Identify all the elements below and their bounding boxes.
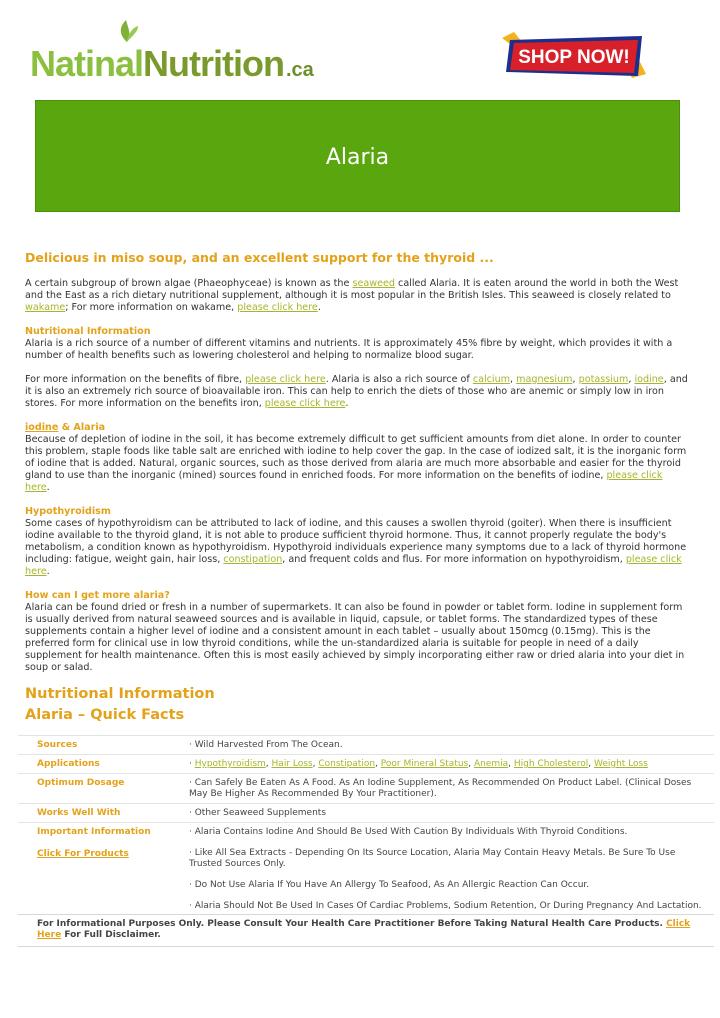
sources-value: · Wild Harvested From The Ocean. — [189, 740, 343, 750]
get-more-subheading: How can I get more alaria? — [25, 590, 170, 601]
table-row — [18, 822, 714, 914]
click-for-products-link[interactable]: Click For Products — [37, 849, 129, 859]
seaweed-link[interactable]: seaweed — [352, 278, 395, 289]
table-row — [18, 754, 714, 773]
shop-now-label: SHOP NOW! — [518, 47, 630, 68]
get-more-paragraph: How can I get more alaria? Alaria can be found dried or fresh in a number of supermarkets. It can also be found in powder or tablet form. Iodine in supplement form is usually derived from natural seaweed sources and is available in liquid, capsule, or tablet forms. The standardized types of these supplements contain a higher level of iodine and a consistent amount in each tablet – usually about 150mcg (0.15mg). This is the preferred form for clinical use in low thyroid conditions, while the un-standardized alaria is suitable for people in need of a daily supplement for health maintenance. Often this is most easily achieved by simply incorporating either raw or dried alaria into your diet in soup or salad. — [25, 590, 689, 674]
potassium-link[interactable]: potassium — [578, 374, 629, 385]
applications-value: · Hypothyroidism, Hair Loss, Constipation, Poor Mineral Status, Anemia, High Cholesterol, Weight Loss — [189, 759, 648, 769]
logo-wordmark: NatinalNutrition — [30, 43, 284, 84]
quick-facts-table — [18, 735, 714, 947]
leaf-icon — [114, 18, 140, 44]
nutritional-information-heading: Nutritional Information — [25, 686, 215, 702]
nutritional-paragraph: Nutritional Information Alaria is a rich source of a number of different vitamins and nutrients. It is approximately 45% fibre by weight, which provides it with a number of health benefits such as lowering cholesterol and helping to normalize blood sugar. — [25, 326, 689, 362]
important-note: · Like All Sea Extracts - Depending On Its Source Location, Alaria May Contain Heavy Metals. Be Sure To Use Trusted Sources Only. — [189, 848, 676, 869]
important-note: · Do Not Use Alaria If You Have An Allergy To Seafood, As An Allergic Reaction Can Occur. — [189, 880, 590, 890]
application-link[interactable]: Constipation — [318, 759, 376, 769]
shop-now-banner[interactable] — [500, 32, 648, 80]
nutritional-subheading: Nutritional Information — [25, 326, 151, 337]
iodine-link[interactable]: iodine — [634, 374, 664, 385]
hypothyroidism-link[interactable]: please click here — [25, 554, 682, 577]
hypothyroidism-paragraph: Hypothyroidism Some cases of hypothyroidism can be attributed to lack of iodine, and this causes a swollen thyroid (goiter). When there is insufficient iodine available to the thyroid gland, it is not able to produce sufficient thyroid hormone. Thus, it cannot properly regulate the body's metabolism, a condition known as hypothyroidism. Hypothyroid individuals experience many symptoms due to a lack of thyroid hormone including: fatigue, weight gain, hair loss, constipation, and frequent colds and flus. For more information on hypothyroidism, please click here. — [25, 506, 689, 578]
iodine-benefits-link[interactable]: please click here — [25, 470, 663, 493]
application-link[interactable]: Hair Loss — [271, 759, 313, 769]
logo-suffix: .ca — [286, 59, 314, 81]
fibre-link[interactable]: please click here — [245, 374, 326, 385]
important-info-label: Important Information Click For Products — [37, 827, 151, 859]
magnesium-link[interactable]: magnesium — [516, 374, 573, 385]
fibre-paragraph: For more information on the benefits of fibre, please click here. Alaria is also a rich source of calcium, magnesium, potassium, iodine, and it is also an extremely rich source of bioavailable iron. This can help to enrich the diets of those who are anemic or simply low in iron stores. For more information on the benefits iron, please click here. — [25, 374, 688, 409]
iodine-paragraph: iodine & Alaria Because of depletion of iodine in the soil, it has become extremely difficult to get sufficient amounts from diet alone. In order to counter this problem, staple foods like table salt are enriched with iodine to help cover the gap. In the case of iodized salt, it is the inorganic form of iodine that is added. Natural, organic sources, such as those derived from alaria are much more absorbable and easier for the thyroid gland to use than the inorganic (mined) sources found in enriched foods. For more information on the benefits of iodine, please click here. — [25, 422, 689, 494]
application-link[interactable]: Hypothyroidism — [194, 759, 266, 769]
applications-label: Applications — [37, 759, 100, 769]
table-row — [18, 773, 714, 803]
application-link[interactable]: Anemia — [473, 759, 509, 769]
sources-label: Sources — [37, 740, 78, 750]
disclaimer: For Informational Purposes Only. Please Consult Your Health Care Practitioner Before Taking Natural Health Care Products. Click Here For Full Disclaimer. — [18, 914, 714, 947]
important-info-value: · Alaria Contains Iodine And Should Be Used With Caution By Individuals With Thyroid Conditions. · Like All Sea Extracts - Depending On Its Source Location, Alaria May Contain Heavy Metals. Be Sure To Use Trusted Sources Only. · Do Not Use Alaria If You Have An Allergy To Seafood, As An Allergic Reaction Can Occur. · Alaria Should Not Be Used In Cases Of Cardiac Problems, Sodium Retention, Or During Pregnancy And Lactation. — [189, 827, 714, 914]
hero-banner — [35, 100, 680, 212]
important-note: · Alaria Should Not Be Used In Cases Of Cardiac Problems, Sodium Retention, Or During Pregnancy And Lactation. — [189, 901, 702, 911]
constipation-link[interactable]: constipation — [223, 554, 283, 565]
disclaimer-link[interactable]: Click Here — [37, 919, 691, 940]
dosage-label: Optimum Dosage — [37, 778, 125, 788]
intro-paragraph: A certain subgroup of brown algae (Phaeophyceae) is known as the seaweed called Alaria. It is eaten around the world in both the West and the East as a rich dietary nutritional supplement, although it is most popular in the British Isles. This seaweed is closely related to wakame; For more information on wakame, please click here. — [25, 278, 679, 313]
table-row — [18, 803, 714, 822]
iodine-heading-link[interactable]: iodine — [25, 422, 59, 433]
works-well-value: · Other Seaweed Supplements — [189, 808, 327, 818]
article-body — [25, 252, 689, 721]
quick-facts-heading: Alaria – Quick Facts — [25, 707, 185, 723]
wakame-link[interactable]: wakame — [25, 302, 66, 313]
calcium-link[interactable]: calcium — [472, 374, 511, 385]
table-row — [18, 735, 714, 754]
dosage-value: · Can Safely Be Eaten As A Food. As An Iodine Supplement, As Recommended On Product Label. (Clinical Doses May Be Higher As Recommended By Your Practitioner). — [189, 778, 692, 799]
iron-link[interactable]: please click here — [264, 398, 346, 409]
wakame-more-link[interactable]: please click here — [237, 302, 318, 313]
works-well-label: Works Well With — [37, 808, 121, 818]
application-link[interactable]: Poor Mineral Status — [380, 759, 469, 769]
iodine-subheading: iodine & Alaria — [25, 422, 106, 433]
site-logo[interactable] — [30, 30, 314, 82]
hypothyroidism-subheading: Hypothyroidism — [25, 506, 111, 517]
application-link[interactable]: Weight Loss — [593, 759, 648, 769]
application-link[interactable]: High Cholesterol — [513, 759, 589, 769]
intro-heading: Delicious in miso soup, and an excellent support for the thyroid ... — [25, 250, 494, 265]
page-title: Alaria — [325, 145, 390, 170]
